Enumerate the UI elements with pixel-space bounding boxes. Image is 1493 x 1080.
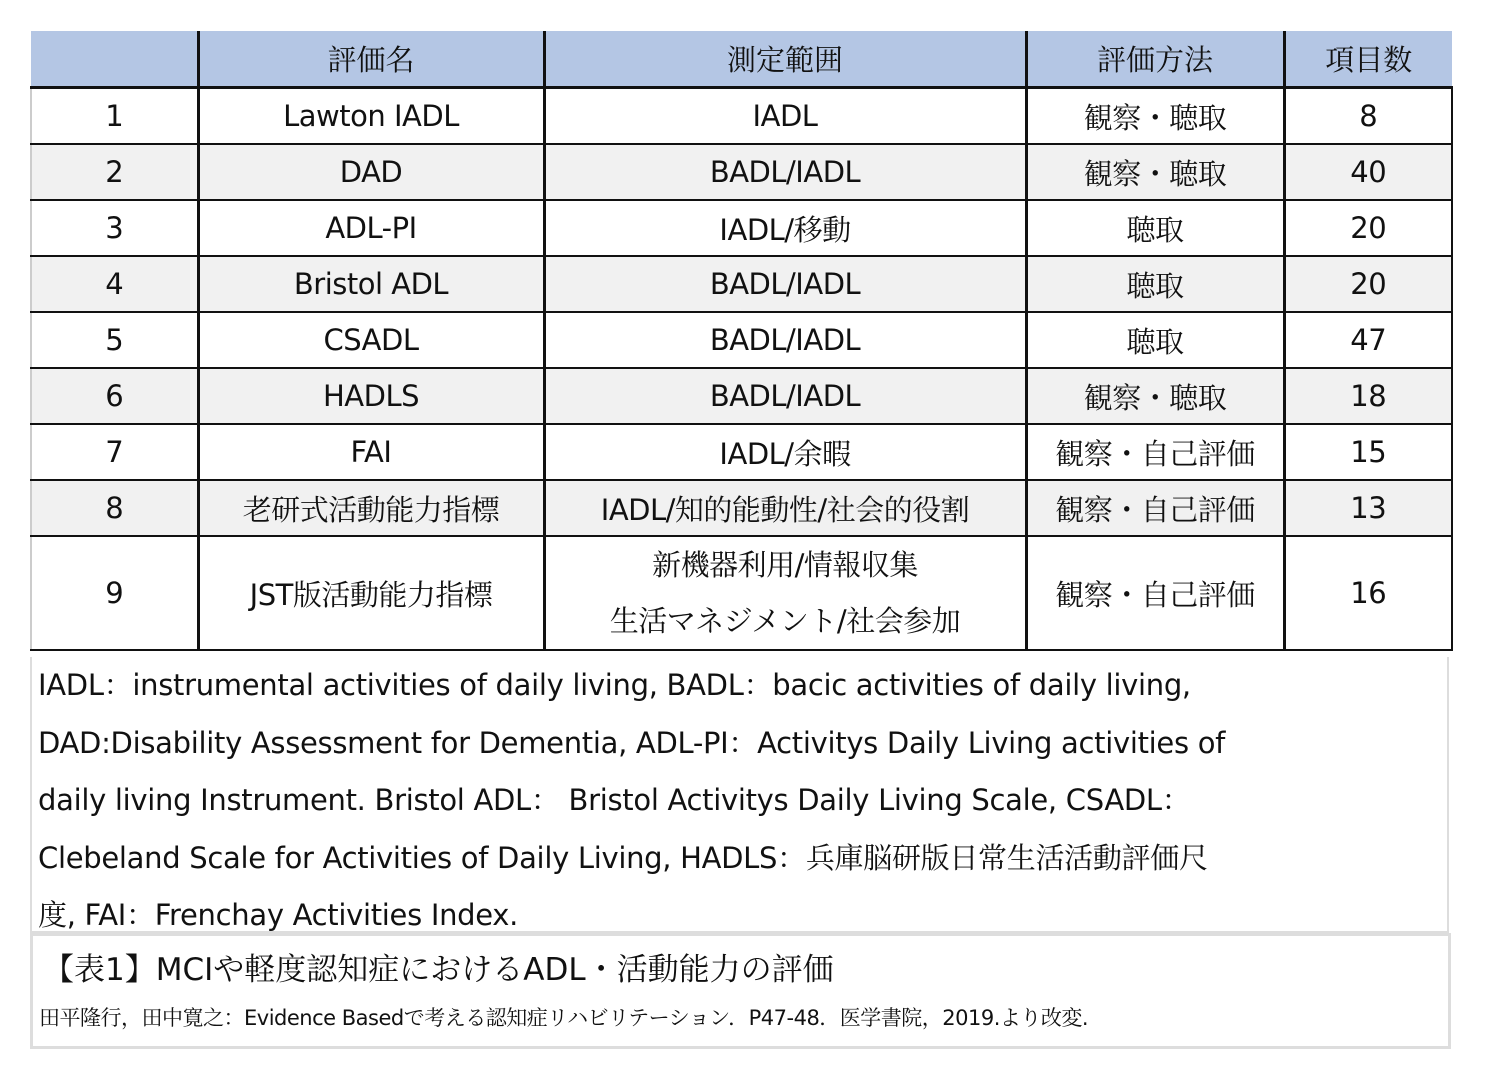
cell-range: IADL	[544, 88, 1026, 145]
cell-name: CSADL	[198, 312, 544, 368]
source-citation: 田平隆行，田中寛之：Evidence Basedで考える認知症リハビリテーション．P47-48．医学書院，2019.より改変.	[39, 1006, 1089, 1030]
cell-range-line: 新機器利用/情報収集	[652, 548, 918, 582]
header-name: 評価名	[198, 31, 544, 88]
cell-method: 観察・聴取	[1026, 144, 1284, 200]
header-number	[31, 31, 198, 88]
cell-method: 聴取	[1026, 256, 1284, 312]
cell-items: 18	[1284, 368, 1452, 424]
cell-method: 観察・聴取	[1026, 88, 1284, 145]
cell-method: 観察・聴取	[1026, 368, 1284, 424]
cell-range: BADL/IADL	[544, 368, 1026, 424]
cell-name: 老研式活動能力指標	[198, 480, 544, 536]
cell-range: BADL/IADL	[544, 256, 1026, 312]
footnotes	[30, 657, 1449, 933]
table-row	[31, 536, 1452, 650]
cell-number: 8	[31, 480, 198, 536]
cell-number: 7	[31, 424, 198, 480]
cell-items: 47	[1284, 312, 1452, 368]
cell-method: 観察・自己評価	[1026, 424, 1284, 480]
cell-items: 40	[1284, 144, 1452, 200]
table-row	[31, 312, 1452, 368]
header-items: 項目数	[1284, 31, 1452, 88]
cell-range: BADL/IADL	[544, 312, 1026, 368]
footnote-line: IADL：instrumental activities of daily living, BADL：bacic activities of daily living,	[38, 668, 1191, 702]
cell-number: 2	[31, 144, 198, 200]
cell-number: 4	[31, 256, 198, 312]
table-row	[31, 144, 1452, 200]
cell-range-line: 生活マネジメント/社会参加	[609, 604, 961, 638]
cell-range: IADL/余暇	[544, 424, 1026, 480]
cell-items: 13	[1284, 480, 1452, 536]
header-range: 測定範囲	[544, 31, 1026, 88]
table-row	[31, 200, 1452, 256]
cell-items: 20	[1284, 200, 1452, 256]
table-row	[31, 480, 1452, 536]
cell-name: ADL-PI	[198, 200, 544, 256]
cell-method: 観察・自己評価	[1026, 480, 1284, 536]
cell-items: 16	[1284, 536, 1452, 650]
header-row	[31, 31, 1452, 88]
cell-items: 15	[1284, 424, 1452, 480]
cell-name: HADLS	[198, 368, 544, 424]
table-row	[31, 368, 1452, 424]
table-row	[31, 256, 1452, 312]
footnote-line: daily living Instrument. Bristol ADL： Bristol Activitys Daily Living Scale, CSADL：	[38, 783, 1191, 817]
cell-name: JST版活動能力指標	[198, 536, 544, 650]
caption-box	[30, 933, 1451, 1049]
header-method: 評価方法	[1026, 31, 1284, 88]
cell-name: Bristol ADL	[198, 256, 544, 312]
cell-method: 聴取	[1026, 312, 1284, 368]
footnote-line: 度, FAI：Frenchay Activities Index.	[38, 898, 519, 932]
cell-name: FAI	[198, 424, 544, 480]
cell-number: 3	[31, 200, 198, 256]
table-caption: 【表1】MCIや軽度認知症におけるADL・活動能力の評価	[43, 952, 834, 988]
cell-range	[544, 536, 1026, 650]
cell-number: 5	[31, 312, 198, 368]
cell-range: IADL/移動	[544, 200, 1026, 256]
cell-method: 観察・自己評価	[1026, 536, 1284, 650]
cell-method: 聴取	[1026, 200, 1284, 256]
cell-items: 20	[1284, 256, 1452, 312]
table-row	[31, 88, 1452, 145]
cell-number: 9	[31, 536, 198, 650]
cell-range: IADL/知的能動性/社会的役割	[544, 480, 1026, 536]
cell-number: 1	[31, 88, 198, 145]
adl-assessment-table	[30, 31, 1453, 651]
footnote-line: DAD:Disability Assessment for Dementia, ADL-PI：Activitys Daily Living activities of	[38, 725, 1226, 760]
cell-range: BADL/IADL	[544, 144, 1026, 200]
cell-name: Lawton IADL	[198, 88, 544, 145]
cell-items: 8	[1284, 88, 1452, 145]
cell-number: 6	[31, 368, 198, 424]
footnote-line: Clebeland Scale for Activities of Daily Living, HADLS：兵庫脳研版日常生活活動評価尺	[38, 840, 1208, 875]
cell-name: DAD	[198, 144, 544, 200]
table-row	[31, 424, 1452, 480]
